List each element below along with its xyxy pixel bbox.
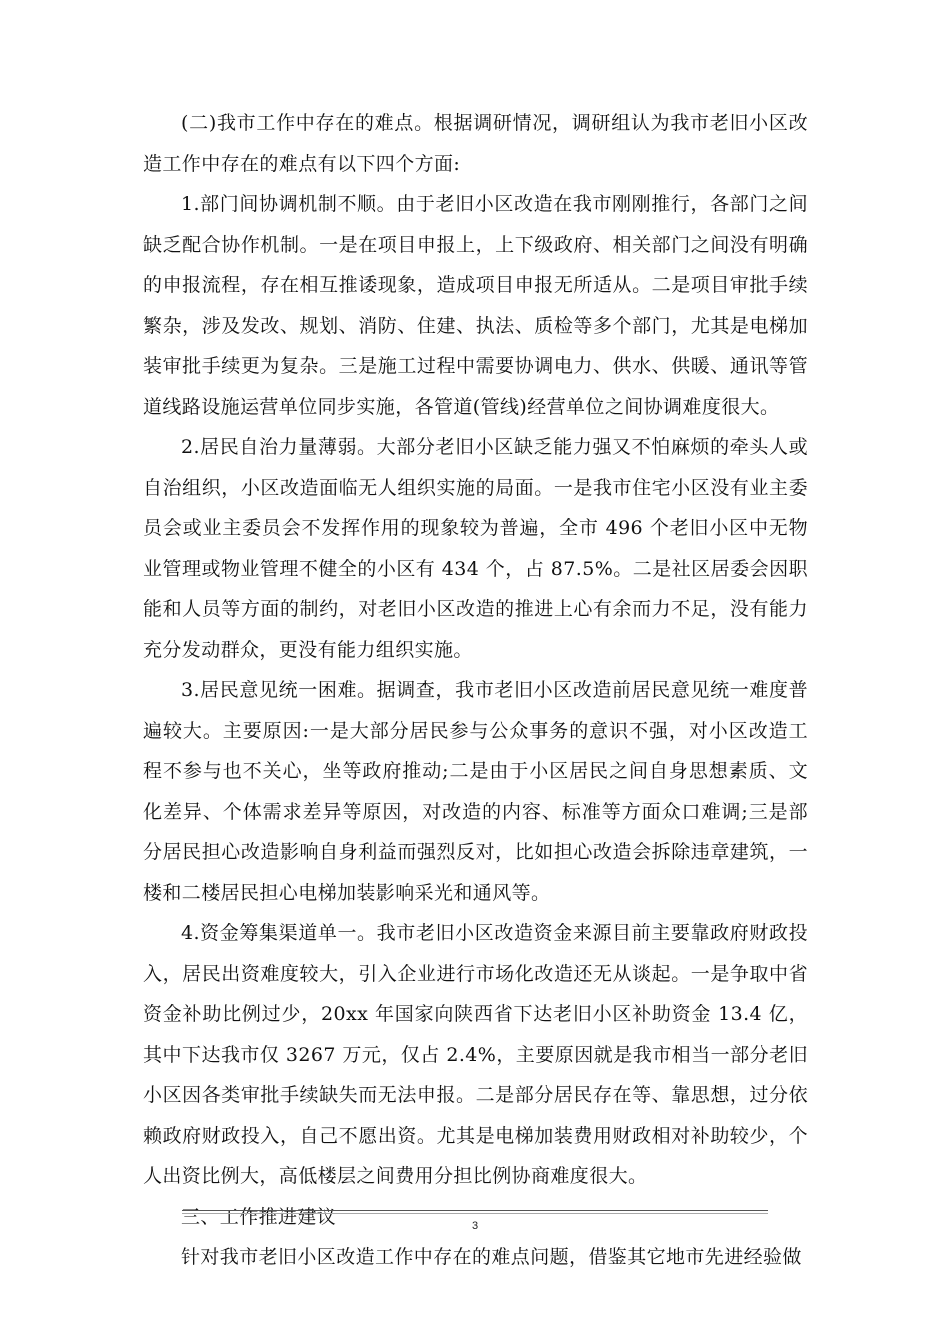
paragraph-resident-autonomy: 2.居民自治力量薄弱。大部分老旧小区缺乏能力强又不怕麻烦的牵头人或自治组织，小区改造面临无人组织实施的局面。一是我市住宅小区没有业主委员会或业主委员会不发挥作用的现象较为普遍，全市 496 个老旧小区中无物业管理或物业管理不健全的小区有 434 个，占 87.5%。二是社区居委会因职能和人员等方面的制约，对老旧小区改造的推进上心有余而力不足，没有能力充分发动群众，更没有能力组织实施。	[143, 436, 808, 661]
section-heading-recommendations: 三、工作推进建议	[181, 1205, 337, 1228]
paragraph-funding-channels: 4.资金筹集渠道单一。我市老旧小区改造资金来源目前主要靠政府财政投入，居民出资难度较大，引入企业进行市场化改造还无从谈起。一是争取中省资金补助比例过少，20xx 年国家向陕西省下达老旧小区补助资金 13.4 亿，其中下达我市仅 3267 万元，仅占 2.4%，主要原因就是我市相当一部分老旧小区因各类审批手续缺失而无法申报。二是部分居民存在等、靠思想，过分依赖政府财政投入，自己不愿出资。尤其是电梯加装费用财政相对补助较少，个人出资比例大，高低楼层之间费用分担比例协商难度很大。	[143, 922, 808, 1187]
page-number: 3	[471, 1220, 479, 1232]
paragraph-resident-opinions: 3.居民意见统一困难。据调查，我市老旧小区改造前居民意见统一难度普遍较大。主要原因:一是大部分居民参与公众事务的意识不强，对小区改造工程不参与也不关心，坐等政府推动;二是由于小区居民之间自身思想素质、文化差异、个体需求差异等原因，对改造的内容、标准等方面众口难调;三是部分居民担心改造影响自身利益而强烈反对，比如担心改造会拆除违章建筑，一楼和二楼居民担心电梯加装影响采光和通风等。	[143, 679, 808, 904]
paragraph-recommendations-intro: 针对我市老旧小区改造工作中存在的难点问题，借鉴其它地市先进经验做	[181, 1246, 802, 1268]
paragraph-difficulties-intro: (二)我市工作中存在的难点。根据调研情况，调研组认为我市老旧小区改造工作中存在的难点有以下四个方面:	[143, 112, 808, 175]
paragraph-coordination-mechanism: 1.部门间协调机制不顺。由于老旧小区改造在我市刚刚推行，各部门之间缺乏配合协作机制。一是在项目申报上，上下级政府、相关部门之间没有明确的申报流程，存在相互推诿现象，造成项目申报无所适从。二是项目审批手续繁杂，涉及发改、规划、消防、住建、执法、质检等多个部门，尤其是电梯加装审批手续更为复杂。三是施工过程中需要协调电力、供水、供暖、通讯等管道线路设施运营单位同步实施，各管道(管线)经营单位之间协调难度很大。	[143, 193, 808, 418]
footer-divider	[182, 1210, 768, 1211]
footer-divider-secondary	[182, 1213, 768, 1214]
document-body	[143, 103, 808, 1278]
